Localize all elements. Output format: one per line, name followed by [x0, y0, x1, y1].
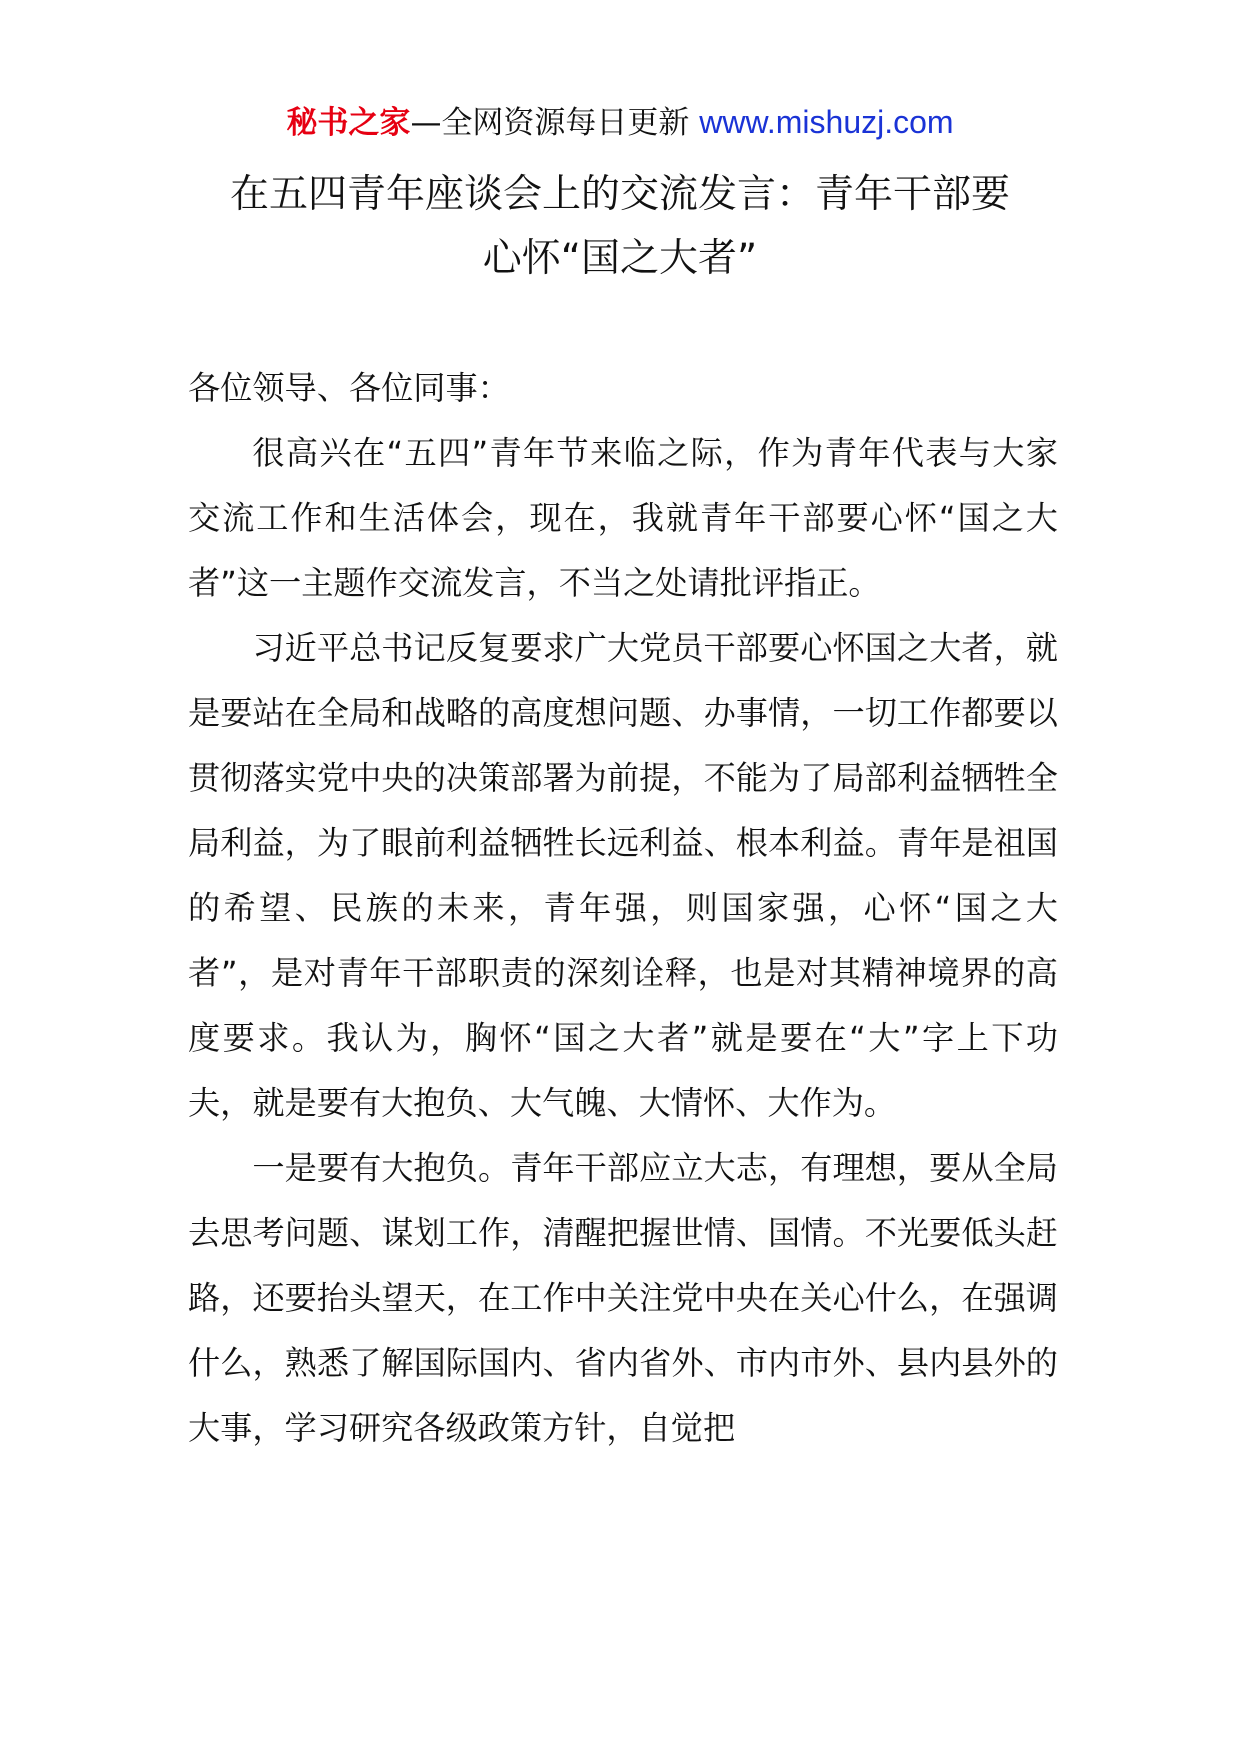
paragraph-2: 习近平总书记反复要求广大党员干部要心怀国之大者，就是要站在全局和战略的高度想问题、办事情，一切工作都要以贯彻落实党中央的决策部署为前提，不能为了局部利益牺牲全局利益，为了眼前利益牺牲长远利益、根本利益。青年是祖国的希望、民族的未来，青年强，则国家强，心怀“国之大者”，是对青年干部职责的深刻诠释，也是对其精神境界的高度要求。我认为，胸怀“国之大者”就是要在“大”字上下功夫，就是要有大抱负、大气魄、大情怀、大作为。 — [188, 629, 1058, 1122]
title-line-1: 在五四青年座谈会上的交流发言：青年干部要 — [229, 172, 1010, 217]
title-line-2: 心怀“国之大者” — [482, 236, 758, 281]
document-title — [150, 163, 1090, 291]
header-tagline: —全网资源每日更新 — [410, 105, 690, 141]
site-header — [0, 100, 1240, 145]
document-body — [188, 356, 1058, 1461]
site-url-link[interactable]: www.mishuzj.com — [699, 104, 954, 140]
paragraph-1: 很高兴在“五四”青年节来临之际，作为青年代表与大家交流工作和生活体会，现在，我就青年干部要心怀“国之大者”这一主题作交流发言，不当之处请批评指正。 — [188, 434, 1058, 602]
salutation: 各位领导、各位同事： — [188, 369, 510, 407]
paragraph-3: 一是要有大抱负。青年干部应立大志，有理想，要从全局去思考问题、谋划工作，清醒把握世情、国情。不光要低头赶路，还要抬头望天，在工作中关注党中央在关心什么，在强调什么，熟悉了解国际国内、省内省外、市内市外、县内县外的大事，学习研究各级政策方针，自觉把 — [188, 1149, 1058, 1447]
brand-name: 秘书之家 — [286, 105, 411, 141]
